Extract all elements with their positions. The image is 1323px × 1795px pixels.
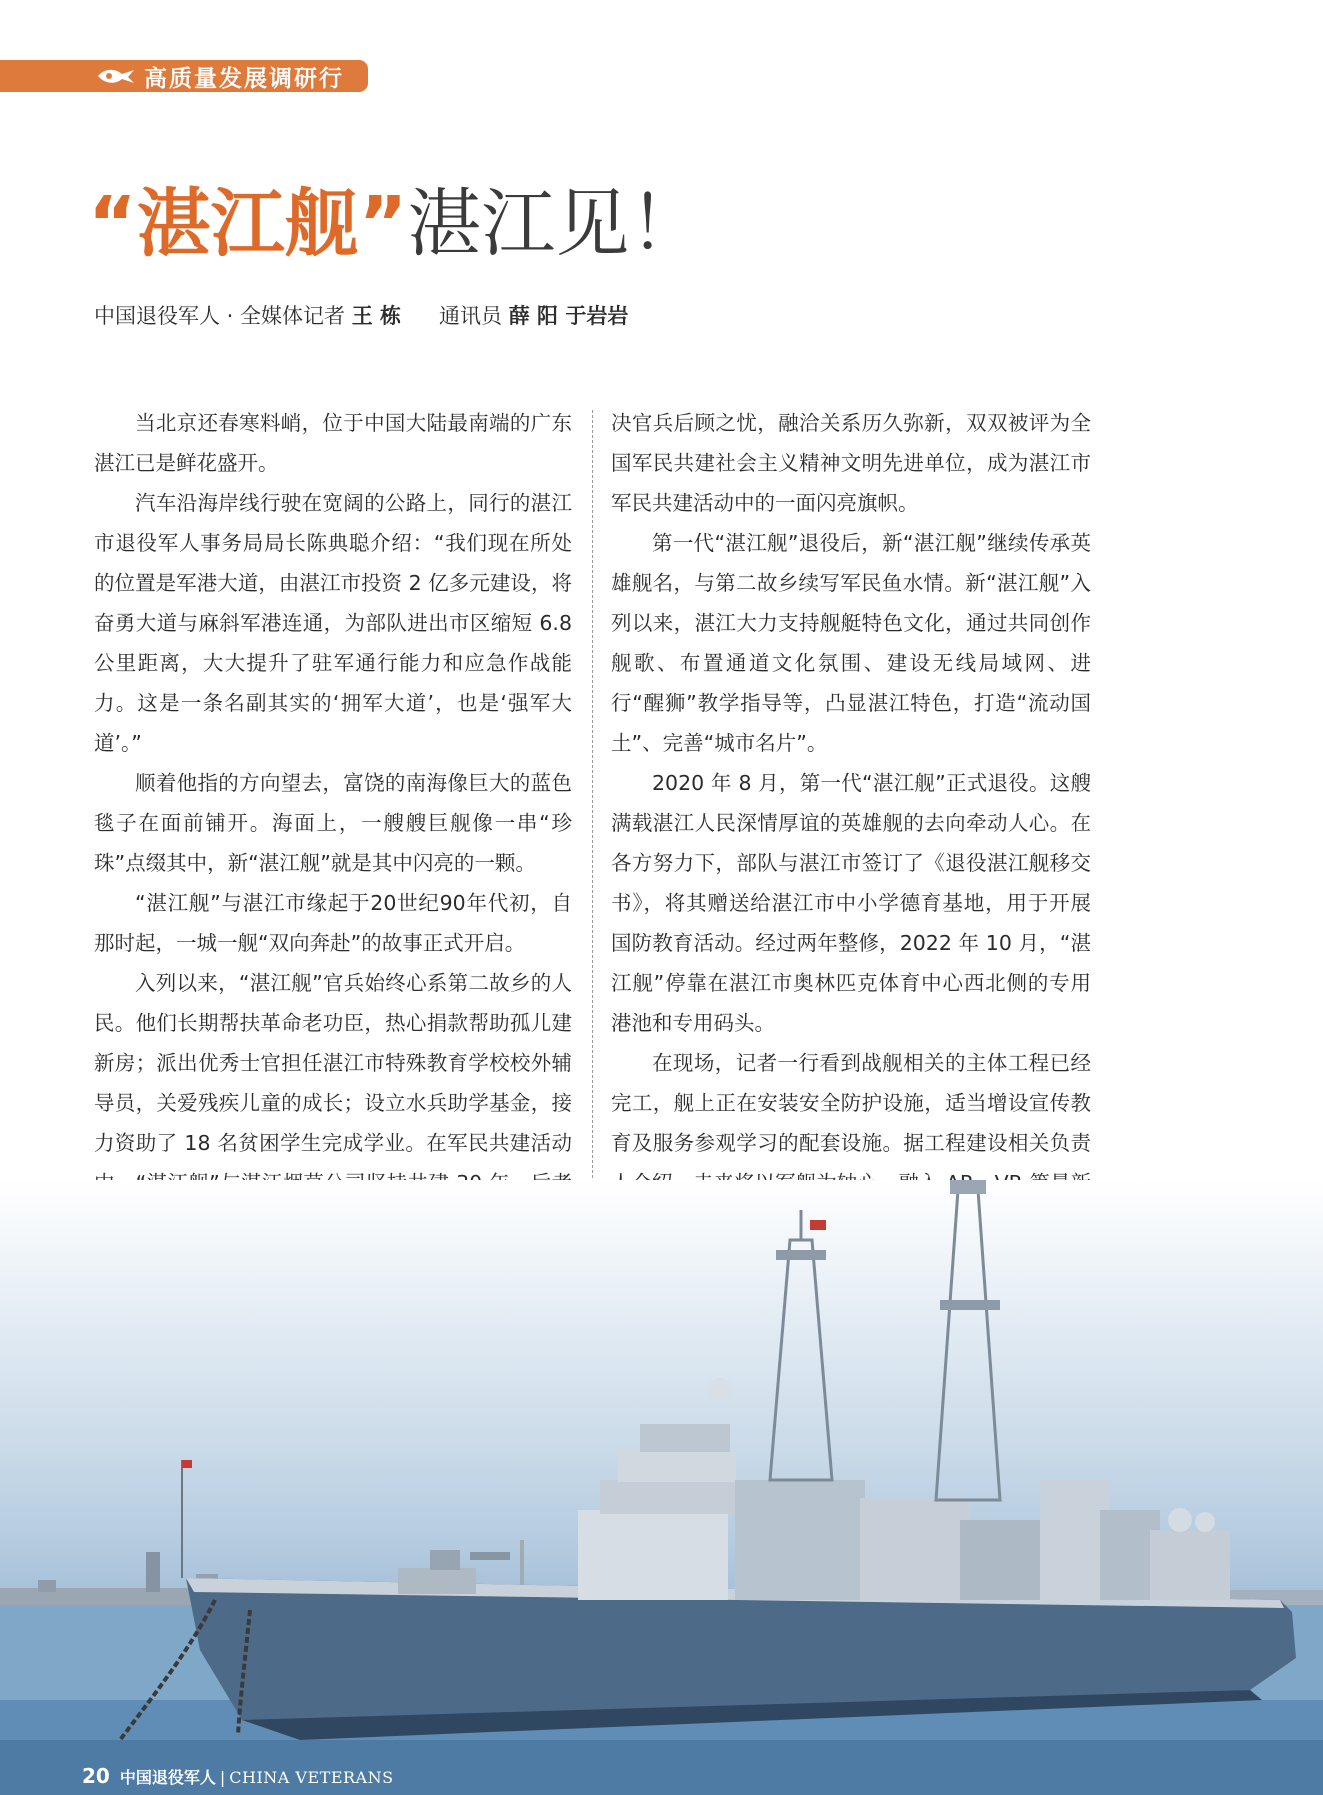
footer-separator: | (219, 1768, 226, 1787)
page-number: 20 (82, 1764, 110, 1788)
article-title (88, 176, 703, 272)
byline-outlet: 中国退役军人 · 全媒体记者 (94, 304, 346, 328)
paragraph: 顺着他指的方向望去，富饶的南海像巨大的蓝色毯子在面前铺开。海面上，一艘艘巨舰像一串“珍珠”点缀其中，新“湛江舰”就是其中闪亮的一颗。 (94, 771, 572, 875)
paragraph: “湛江舰”与湛江市缘起于20世纪90年代初，自那时起，一城一舰“双向奔赴”的故事正式开启。 (94, 891, 572, 955)
section-label: 高质量发展调研行 (144, 65, 344, 92)
byline-reporter: 王 栋 (351, 304, 402, 328)
byline-correspondent-label: 通讯员 (439, 304, 503, 328)
section-tab (0, 60, 368, 92)
byline-correspondents: 薛 阳 于岩岩 (508, 304, 629, 328)
paragraph-final-text: 在现场，记者一行看到战舰相关的主体工程已经完工，舰上正在安装安全防护设施，适当增设宣传教育及服务参观学习的配套设施。据工程建设相关负责 (611, 1051, 1091, 1155)
paragraph: 2020 年 8 月，第一代“湛江舰”正式退役。这艘满载湛江人民深情厚谊的英雄舰的去向牵动人心。在各方努力下，部队与湛江市签订了《退役湛江舰移交书》，将其赠送给湛江市中小学德育基地，用于开展国防教育活动。经过两年整修，2022 年 10 月，“湛江舰”停靠在湛江市奥林匹克体育中心西北侧的专用港池和专用码头。 (611, 771, 1091, 1035)
paragraph: 第一代“湛江舰”退役后，新“湛江舰”继续传承英雄舰名，与第二故乡续写军民鱼水情。新“湛江舰”入列以来，湛江大力支持舰艇特色文化，通过共同创作舰歌、布置通道文化氛围、建设无线局域网、进行“醒狮”教学指导等，凸显湛江特色，打造“流动国土”、完善“城市名片”。 (611, 531, 1091, 755)
bird-logo-icon (96, 65, 136, 87)
title-accent: “湛江舰” (88, 181, 408, 267)
paragraph: 入列以来，“湛江舰”官兵始终心系第二故乡的人民。他们长期帮扶革命老功臣，热心捐款帮助孤儿建新房；派出优秀士官担任湛江市特殊教育学校校外辅导员，关爱残疾儿童的成长；设立水兵助学基金，接力资助了 18 名贫困学生完成学业。在军民共建活动 (94, 971, 572, 1155)
warship-photo (0, 1180, 1323, 1795)
title-rest: 湛江见！ (407, 181, 704, 267)
byline (94, 300, 628, 330)
magazine-name-en: CHINA VETERANS (229, 1768, 394, 1787)
magazine-name-cn: 中国退役军人 (119, 1768, 216, 1787)
paragraph: 当北京还春寒料峭，位于中国大陆最南端的广东湛江已是鲜花盛开。 (94, 411, 572, 475)
paragraph-continued: 决官兵后顾之忧，融洽关系历久弥新，双双被评为全国军民共建社会主义精神文明先进单位，成为湛江市军民共建活动中的一面闪亮旗帜。 (611, 411, 1091, 515)
paragraph: 汽车沿海岸线行驶在宽阔的公路上，同行的湛江市退役军人事务局局长陈典聪介绍：“我们现在所处的位置是军港大道，由湛江市投资 2 亿多元建设，将奋勇大道与麻斜军港连通，为部队进出市区缩短 6.8 公里距离，大大提升了驻军通行能力和应急作战能力。这是一条名副其实的‘拥军大道’，也是‘强军大道’。” (94, 491, 572, 755)
page-footer (82, 1764, 394, 1790)
warship-illustration (0, 1180, 1323, 1795)
